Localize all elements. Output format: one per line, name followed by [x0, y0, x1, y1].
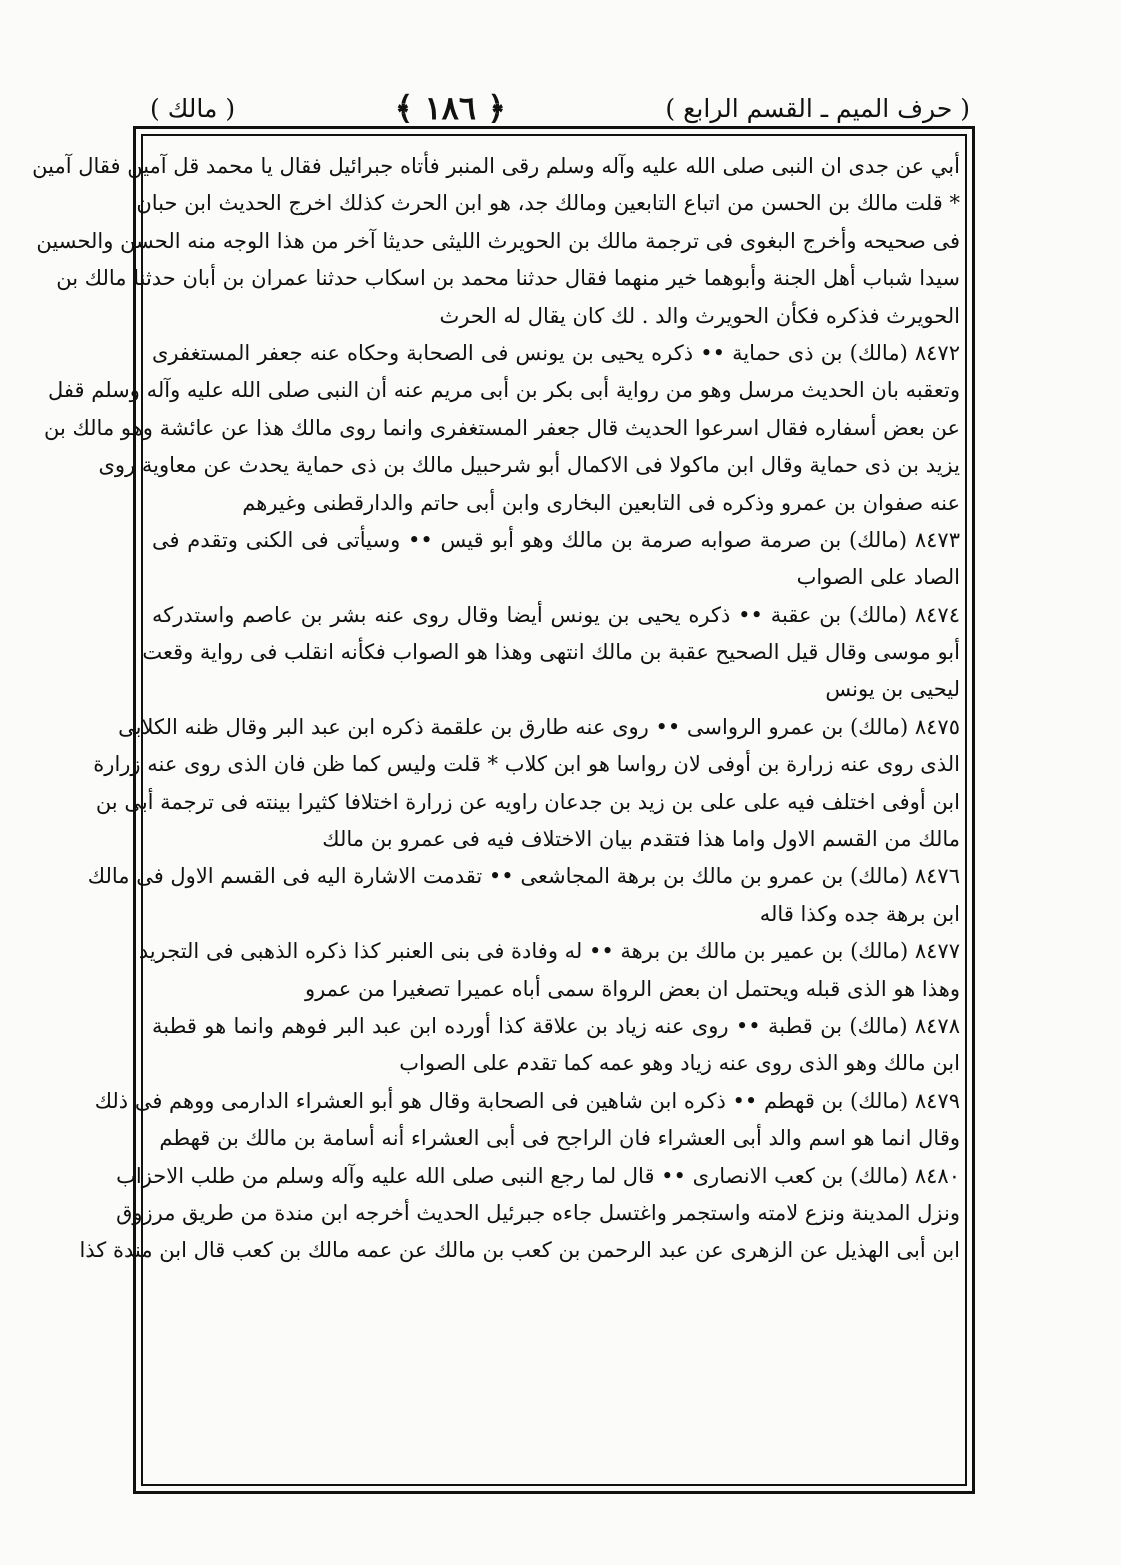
text-line: الحويرث فذكره فكأن الحويرث والد . لك كان يقال له الحرث	[439, 303, 960, 328]
text-line: * قلت مالك بن الحسن من اتباع التابعين ومالك جد، هو ابن الحرث كذلك اخرج الحديث ابن حبان	[136, 191, 960, 216]
page-header	[150, 84, 970, 132]
text-line: فى صحيحه وأخرج البغوى فى ترجمة مالك بن الحويرث الليثى حديثا آخر من هذا الوجه منه الحسن والحسين	[36, 228, 960, 253]
text-line: الذى روى عنه زرارة بن أوفى لان رواسا هو ابن كلاب * قلت وليس كما ظن فان الذى روى عنه زرارة	[93, 752, 960, 777]
text-line: سيدا شباب أهل الجنة وأبوهما خير منهما فقال حدثنا محمد بن اسكاب حدثنا عمران بن أبان حدثنا مالك بن	[56, 266, 960, 291]
text-line: ٨٤٧٢ (مالك) بن ذى حماية •• ذكره يحيى بن يونس فى الصحابة وحكاه عنه جعفر المستغفرى	[152, 340, 960, 365]
text-line: وقال انما هو اسم والد أبى العشراء فان الراجح فى أبى العشراء أنه أسامة بن مالك بن قهطم	[159, 1126, 960, 1151]
text-line: ٨٤٧٥ (مالك) بن عمرو الرواسى •• روى عنه طارق بن علقمة ذكره ابن عبد البر وقال ظنه الكلابى	[118, 714, 960, 739]
text-line: عن بعض أسفاره فقال اسرعوا الحديث قال جعفر المستغفرى وانما روى مالك هذا عن عائشة وهو مالك بن	[43, 415, 960, 440]
text-line: ليحيى بن يونس	[825, 677, 960, 702]
text-line: ٨٤٧٨ (مالك) بن قطبة •• روى عنه زياد بن علاقة كذا أورده ابن عبد البر فوهم وانما هو قطبة	[152, 1013, 960, 1038]
text-line: ابن برهة جده وكذا قاله	[759, 901, 960, 926]
text-line: مالك من القسم الاول واما هذا فتقدم بيان الاختلاف فيه فى عمرو بن مالك	[322, 827, 960, 852]
text-line: ٨٤٧٩ (مالك) بن قهطم •• ذكره ابن شاهين فى الصحابة وقال هو أبو العشراء الدارمى ووهم فى ذلك	[94, 1088, 960, 1113]
text-line: عنه صفوان بن عمرو وذكره فى التابعين البخارى وابن أبى حاتم والدارقطنى وغيرهم	[242, 490, 960, 515]
page-number: ﴿ ١٨٦ ﴾	[394, 89, 506, 127]
text-line: أبو موسى وقال قيل الصحيح عقبة بن مالك انتهى وهذا هو الصواب فكأنه انقلب فى رواية وقعت	[142, 640, 960, 665]
text-line: ونزل المدينة ونزع لامته واستجمر واغتسل جاءه جبرئيل الحديث أخرجه ابن مندة من طريق مرزوق	[116, 1200, 960, 1225]
text-line: ٨٤٧٧ (مالك) بن عمير بن مالك بن برهة •• له وفادة فى بنى العنبر كذا ذكره الذهبى فى التجريد	[138, 939, 960, 964]
text-body	[32, 148, 960, 1270]
chapter-heading: ( حرف الميم ـ القسم الرابع )	[665, 93, 970, 123]
text-line: وتعقبه بان الحديث مرسل وهو من رواية أبى بكر بن أبى مريم عنه أن النبى صلى الله عليه وآله وسلم قفل	[48, 378, 960, 403]
text-line: يزيد بن ذى حماية وقال ابن ماكولا فى الاكمال أبو شرحبيل مالك بن ذى حماية يحدث عن معاوية روى	[98, 453, 960, 478]
text-line: ٨٤٧٦ (مالك) بن عمرو بن مالك بن برهة المجاشعى •• تقدمت الاشارة اليه فى القسم الاول فى مالك	[87, 864, 960, 889]
text-line: ابن مالك وهو الذى روى عنه زياد وهو عمه كما تقدم على الصواب	[399, 1051, 960, 1076]
text-line: وهذا هو الذى قبله ويحتمل ان بعض الرواة سمى أباه عميرا تصغيرا من عمرو	[304, 976, 960, 1001]
text-line: ٨٤٧٣ (مالك) بن صرمة صوابه صرمة بن مالك وهو أبو قيس •• وسيأتى فى الكنى وتقدم فى	[152, 527, 960, 552]
text-line: أبي عن جدى ان النبى صلى الله عليه وآله وسلم رقى المنبر فأتاه جبرائيل فقال يا محمد قل آمين فقال آمين	[32, 154, 960, 178]
entry-heading: ( مالك )	[150, 93, 236, 123]
text-line: ٨٤٨٠ (مالك) بن كعب الانصارى •• قال لما رجع النبى صلى الله عليه وآله وسلم من طلب الاحزاب	[116, 1163, 960, 1188]
text-line: ابن أبى الهذيل عن الزهرى عن عبد الرحمن بن كعب بن مالك عن عمه مالك بن كعب قال ابن مندة كذا	[79, 1238, 960, 1263]
text-line: ٨٤٧٤ (مالك) بن عقبة •• ذكره يحيى بن يونس أيضا وقال روى عنه بشر بن عاصم واستدركه	[152, 602, 960, 627]
text-line: الصاد على الصواب	[796, 565, 960, 590]
text-line: ابن أوفى اختلف فيه على على بن زيد بن جدعان راويه عن زرارة اختلافا كثيرا بينته فى ترجمة أبى بن	[95, 789, 960, 814]
